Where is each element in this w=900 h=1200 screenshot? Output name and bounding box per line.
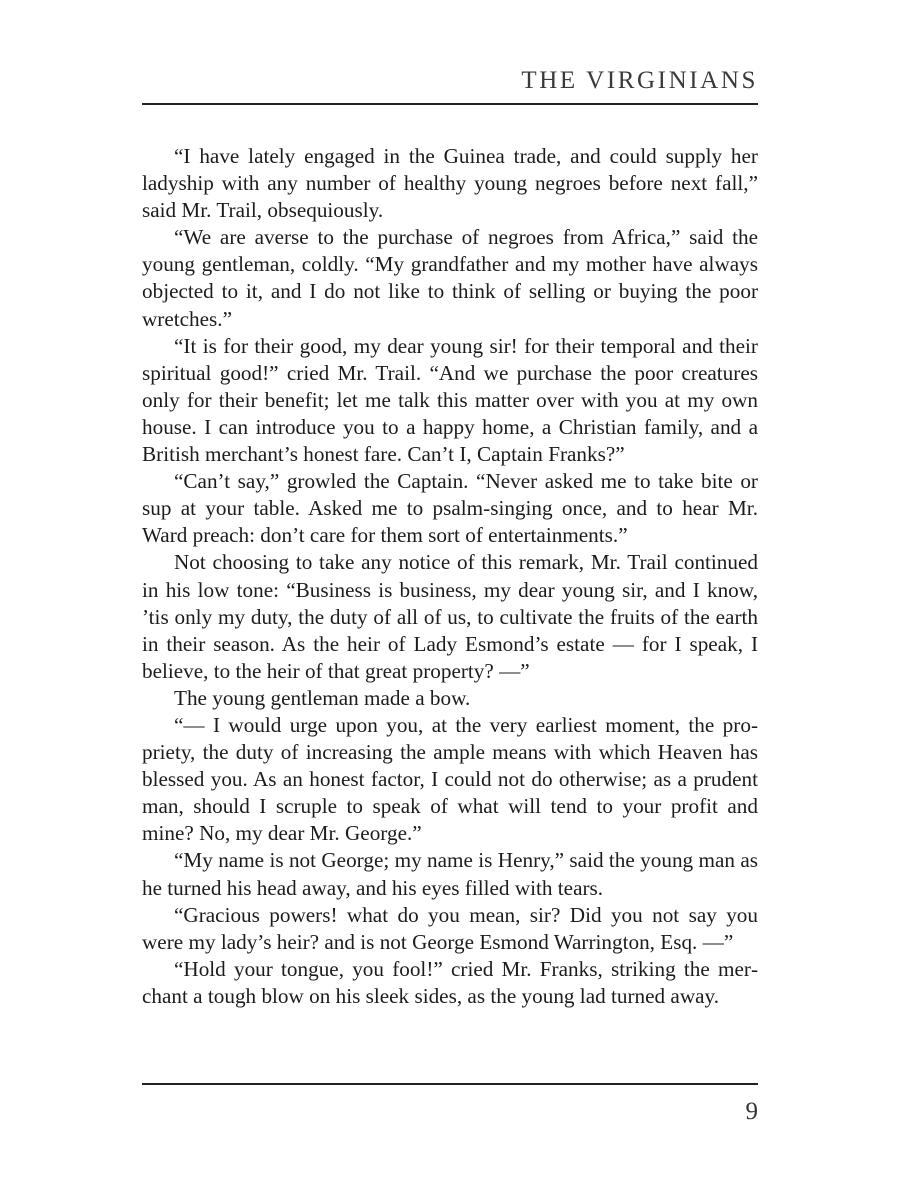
paragraph: “We are averse to the purchase of negroes from Africa,” said the young gentleman, coldly. “My grandfather and my mother have always objected to it, and I do not like to think of selling or buying the poor wretches.” — [142, 225, 758, 331]
running-head-title: THE VIRGINIANS — [521, 67, 758, 94]
paragraph: “I have lately engaged in the Guinea trade, and could supply her ladyship with any number of healthy young negroes before next fall,” said Mr. Trail, obsequiously. — [142, 144, 758, 223]
paragraph: “Hold your tongue, you fool!” cried Mr. Franks, striking the merchant a tough blow on his sleek sides, as the young lad turned away. — [142, 956, 758, 1008]
paragraph: Not choosing to take any notice of this remark, Mr. Trail continued in his low tone: “Business is business, my dear young sir, and I know, ’tis only my duty, the duty of all of us, to cultivate the fruits of the earth in their season. As the heir of Lady Esmond’s estate — for I speak, I believe, to the heir of that great property? —” — [142, 550, 758, 683]
header-rule — [142, 103, 758, 105]
paragraph: “Can’t say,” growled the Captain. “Never asked me to take bite or sup at your table. Asked me to psalm-singing once, and to hear Mr. Ward preach: don’t care for them sort of entertainments.” — [142, 469, 758, 548]
paragraph: “My name is not George; my name is Henry,” said the young man as he turned his head away, and his eyes filled with tears. — [142, 848, 758, 900]
paragraph: “It is for their good, my dear young sir! for their temporal and their spiritual good!” cried Mr. Trail. “And we purchase the poor creatures only for their benefit; let me talk this matter over with you at my own house. I can introduce you to a happy home, a Christian family, and a British merchant’s honest fare. Can’t I, Captain Franks?” — [142, 333, 758, 467]
paragraph: “Gracious powers! what do you mean, sir? Did you not say you were my lady’s heir? and is not George Esmond Warrington, Esq. —” — [142, 902, 758, 954]
paragraph: “— I would urge upon you, at the very earliest moment, the propriety, the duty of increasing the ample means with which Heaven has blessed you. As an honest factor, I could not do otherwise; as a prudent man, should I scruple to speak of what will tend to your profit and mine? No, my dear Mr. George.” — [142, 712, 758, 846]
footer-rule — [142, 1083, 758, 1085]
page-body — [142, 143, 758, 1010]
paragraph: The young gentleman made a bow. — [174, 685, 471, 710]
page-number: 9 — [745, 1098, 758, 1125]
